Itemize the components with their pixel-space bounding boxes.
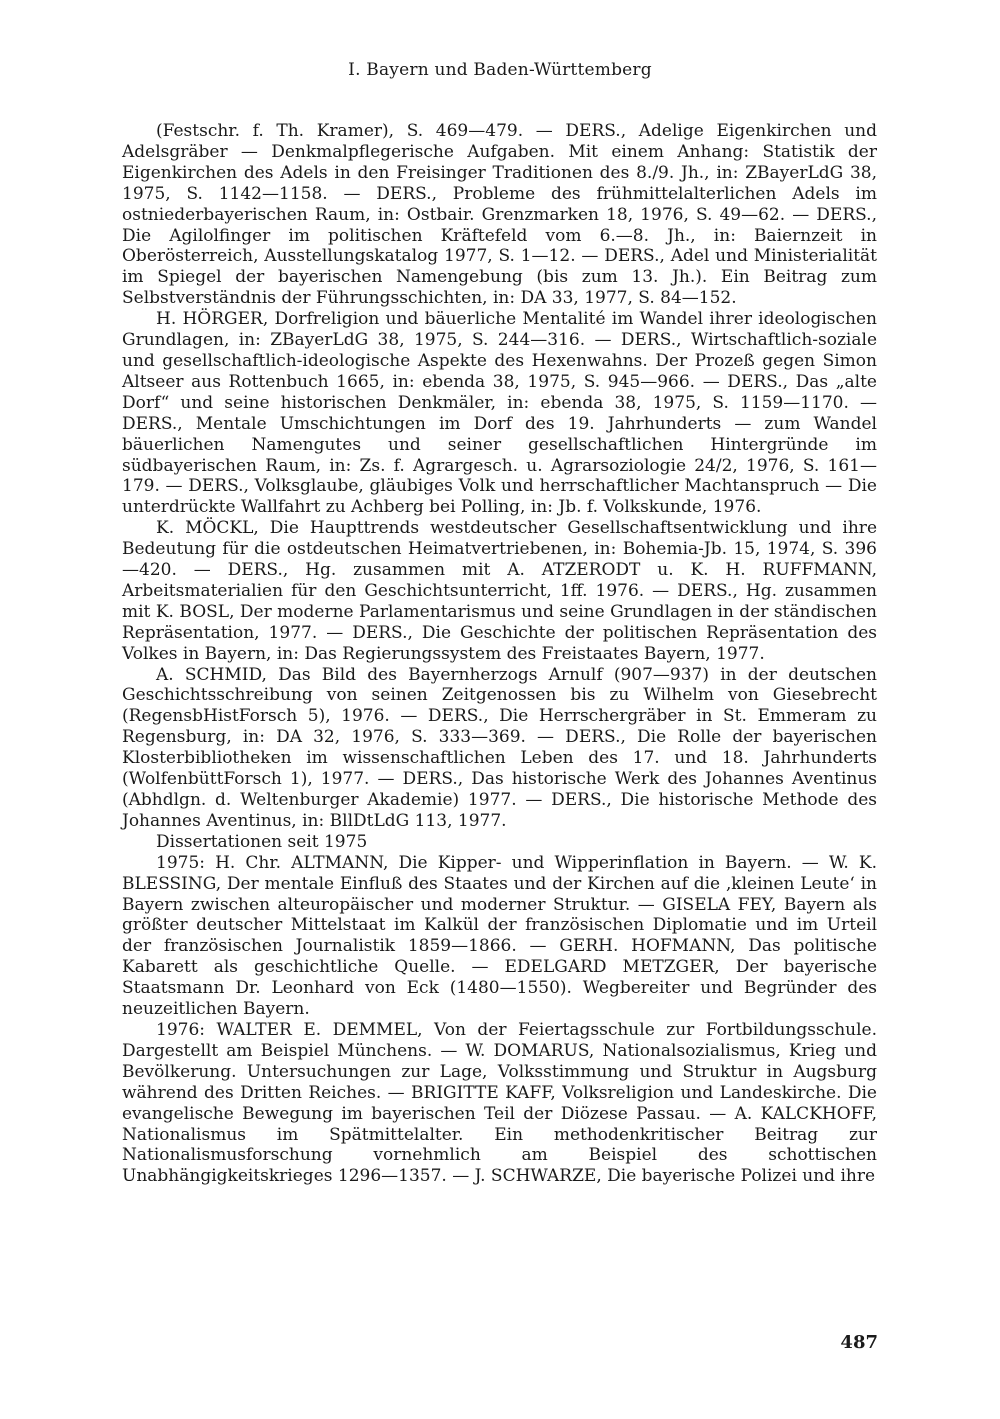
paragraph-dissertations-1976: 1976: WALTER E. DEMMEL, Von der Feiertagsschule zur Fortbildungsschule. Dargestellt am Beispiel Münchens. — W. DOMARUS, Nationalsozialismus, Krieg und Bevölkerung. Untersuchungen zur Lage, Volksstimmung und Struktur in Augsburg während des Dritten Reiches. — BRIGITTE KAFF, Volksreligion und Landeskirche. Die evangelische Bewegung im bayerischen Teil der Diözese Passau. — A. KALCKHOFF, Nationalismus im Spätmittelalter. Ein methodenkritischer Beitrag zur Nationalismusforschung vornehmlich am Beispiel des schottischen Unabhängigkeitskrieges 1296—1357. — J. SCHWARZE, Die bayerische Polizei und ihre (122, 1019, 877, 1187)
paragraph-ders-continuation: (Festschr. f. Th. Kramer), S. 469—479. — DERS., Adelige Eigenkirchen und Adelsgräber — Denkmalpflegerische Aufgaben. Mit einem Anhang: Statistik der Eigenkirchen des Adels in den Freisinger Traditionen des 8./9. Jh., in: ZBayerLdG 38, 1975, S. 1142—1158. — DERS., Probleme des frühmittelalterlichen Adels im ostniederbayerischen Raum, in: Ostbair. Grenzmarken 18, 1976, S. 49—62. — DERS., Die Agilolfinger im politischen Kräftefeld vom 6.—8. Jh., in: Baiernzeit in Oberösterreich, Ausstellungskatalog 1977, S. 1—12. — DERS., Adel und Ministerialität im Spiegel der bayerischen Namengebung (bis zum 13. Jh.). Ein Beitrag zum Selbstverständnis der Führungsschichten, in: DA 33, 1977, S. 84—152. (122, 121, 877, 309)
paragraph-dissertations-1975: 1975: H. Chr. ALTMANN, Die Kipper- und Wipperinflation in Bayern. — W. K. BLESSING, Der mentale Einfluß des Staates und der Kirchen auf die ‚kleinen Leute‘ in Bayern zwischen alteuropäischer und moderner Struktur. — GISELA FEY, Bayern als größter deutscher Mittelstaat im Kalkül der französischen Diplomatie und im Urteil der französischen Journalistik 1859—1866. — GERH. HOFMANN, Das politische Kabarett als geschichtliche Quelle. — EDELGARD METZGER, Der bayerische Staatsmann Dr. Leonhard von Eck (1480—1550). Wegbereiter und Begründer des neuzeitlichen Bayern. (122, 852, 877, 1020)
body-text (122, 121, 877, 1187)
page-number: 487 (840, 1332, 878, 1353)
running-head: I. Bayern und Baden-Württemberg (348, 60, 652, 80)
dissertations-heading: Dissertationen seit 1975 (156, 831, 368, 852)
paragraph-moeckl: K. MÖCKL, Die Haupttrends westdeutscher Gesellschaftsentwicklung und ihre Bedeutung für die ostdeutschen Heimatvertriebenen, in: Bohemia-Jb. 15, 1974, S. 396—420. — DERS., Hg. zusammen mit A. ATZERODT u. K. H. RUFFMANN, Arbeitsmaterialien für den Geschichtsunterricht, 1ff. 1976. — DERS., Hg. zusammen mit K. BOSL, Der moderne Parlamentarismus und seine Grundlagen in der ständischen Repräsentation, 1977. — DERS., Die Geschichte der politischen Repräsentation des Volkes in Bayern, in: Das Regierungssystem des Freistaates Bayern, 1977. (122, 518, 877, 664)
paragraph-hoerger: H. HÖRGER, Dorfreligion und bäuerliche Mentalité im Wandel ihrer ideologischen Grundlagen, in: ZBayerLdG 38, 1975, S. 244—316. — DERS., Wirtschaftlich-soziale und gesellschaftlich-ideologische Aspekte des Hexenwahns. Der Prozeß gegen Simon Altseer aus Rottenbuch 1665, in: ebenda 38, 1975, S. 945—966. — DERS., Das „alte Dorf“ und seine historischen Denkmäler, in: ebenda 38, 1975, S. 1159—1170. — DERS., Mentale Umschichtungen im Dorf des 19. Jahrhunderts — zum Wandel bäuerlichen Namengutes und seiner gesellschaftlichen Hintergründe im südbayerischen Raum, in: Zs. f. Agrargesch. u. Agrarsoziologie 24/2, 1976, S. 161—179. — DERS., Volksglaube, gläubiges Volk und herrschaftlicher Machtanspruch — Die unterdrückte Wallfahrt zu Achberg bei Polling, in: Jb. f. Volkskunde, 1976. (122, 309, 877, 518)
paragraph-schmid: A. SCHMID, Das Bild des Bayernherzogs Arnulf (907—937) in der deutschen Geschichtsschreibung von seinen Zeitgenossen bis zu Wilhelm von Giesebrecht (RegensbHistForsch 5), 1976. — DERS., Die Herrschergräber in St. Emmeram zu Regensburg, in: DA 32, 1976, S. 333—369. — DERS., Die Rolle der bayerischen Klosterbibliotheken im wissenschaftlichen Leben des 17. und 18. Jahrhunderts (WolfenbüttForsch 1), 1977. — DERS., Das historische Werk des Johannes Aventinus (Abhdlgn. d. Weltenburger Akademie) 1977. — DERS., Die historische Methode des Johannes Aventinus, in: BllDtLdG 113, 1977. (122, 664, 877, 831)
